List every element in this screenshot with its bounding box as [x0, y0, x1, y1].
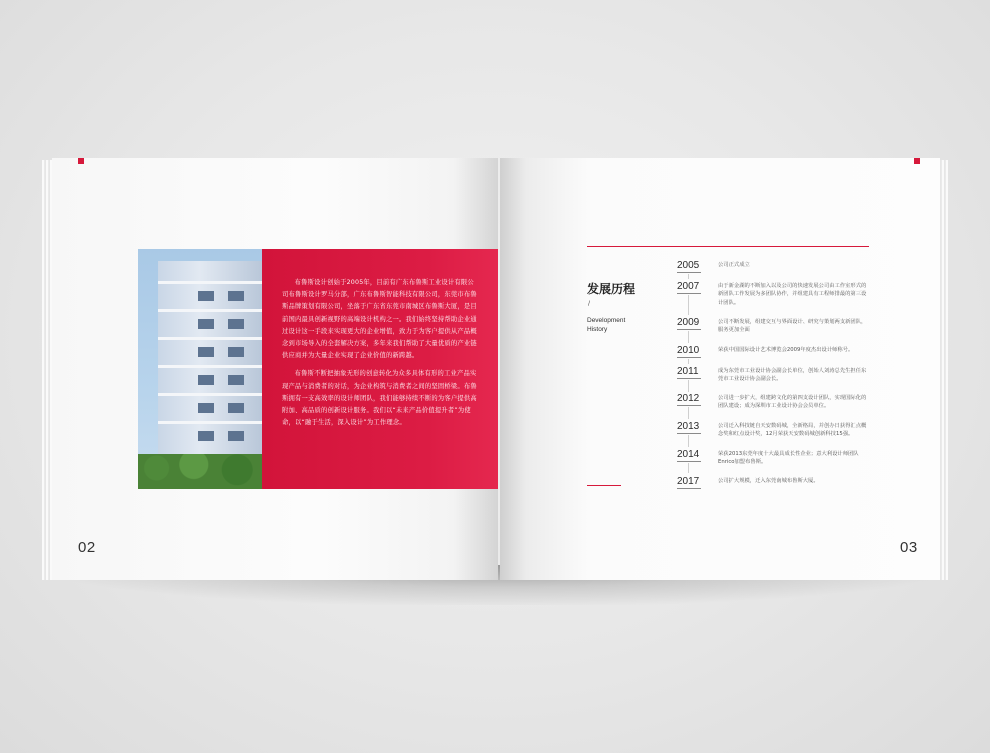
timeline-text: 荣获2013东莞年度十大最具成长性企业；意大利设计师团队Enrico加盟布鲁斯。 [718, 451, 859, 466]
intro-paragraph-1: 布鲁斯设计创始于2005年，目前有广东布鲁斯工业设计有限公司布鲁斯设计罗马分部，广东布鲁斯智能科技有限公司，东莞市布鲁斯品牌策划有限公司，坐落于广东省东莞市南城区布鲁斯大厦，是目前国内最具创新视野的高端设计机构之一。我们始终坚持帮助企业通过设计这一手段来实现更大的企业增值，致力于为客户提供从产品概念到市场导入的全套解决方案，多年来我们帮助了大量优质的产业链供应商并为大量企业实现了企业价值的新跨越。 [282, 279, 477, 360]
intro-panel [262, 249, 498, 489]
page-number-left: 02 [78, 539, 96, 556]
right-page [500, 158, 940, 580]
building-image [158, 261, 262, 476]
timeline-text: 公司扩大规模，迁入东莞南城布鲁斯大厦。 [718, 478, 819, 484]
left-page [52, 158, 498, 580]
corner-marker [78, 158, 84, 164]
intro-paragraph-2: 布鲁斯不断把抽象无形的创意转化为众多具体有形的工业产品实现产品与消费者的对话，为企业构筑与消费者之间的坚固桥梁。布鲁斯拥有一支高效率的设计师团队，我们能够持续不断的为客户提供高附加、高品质的创新设计服务。我们以“未来产品价值提升者”为使命，以“融于生活，深入设计”为工作理念。 [282, 370, 477, 427]
timeline-text: 公司不断发展，组建交互与界面设计、研究与策划两支新团队，服务更加全面 [718, 319, 867, 334]
timeline-text: 公司进一步扩大，组建跨文化的第四支设计团队，实现国际化的团队建设；成为深圳市工业设计协会会员单位。 [718, 395, 867, 410]
timeline-year: 2005 [677, 260, 700, 271]
timeline-year: 2009 [677, 317, 700, 328]
timeline-year: 2007 [677, 281, 700, 292]
timeline-year: 2012 [677, 393, 700, 404]
accent-line [587, 485, 621, 486]
timeline-year: 2017 [677, 476, 700, 487]
building-photo [138, 249, 262, 489]
timeline-text: 由于新金湖的不断加入以及公司的快速发展公司由工作室形式的新团队工作发展为多团队协作，并组建具有工程师排最的第三设计团队。 [718, 283, 867, 306]
timeline-text: 成为东莞市工业设计协会副会长单位，创始人刘涛总先生担任东莞市工业设计协会副会长。 [718, 368, 867, 383]
title-slash: / [588, 300, 591, 307]
timeline-text: 荣获中国国际设计艺术博览会2009年度杰出设计师称号。 [718, 347, 854, 353]
divider-line [587, 246, 869, 247]
section-subtitle: Development History [587, 317, 626, 333]
timeline-text: 公司正式成立 [718, 262, 750, 268]
corner-marker [914, 158, 920, 164]
timeline-year: 2014 [677, 449, 700, 460]
section-title: 发展历程 [587, 282, 636, 296]
timeline-year: 2011 [677, 366, 699, 377]
page-number-right: 03 [900, 539, 918, 556]
timeline-year: 2013 [677, 421, 700, 432]
timeline-text: 公司迁入科技链自天安数码城，全新格局，并创办日获得汇点概念奖和红点设计奖，12月荣获天安数码城创新科技15强。 [718, 423, 867, 438]
timeline-year: 2010 [677, 345, 700, 356]
trees [138, 454, 262, 489]
